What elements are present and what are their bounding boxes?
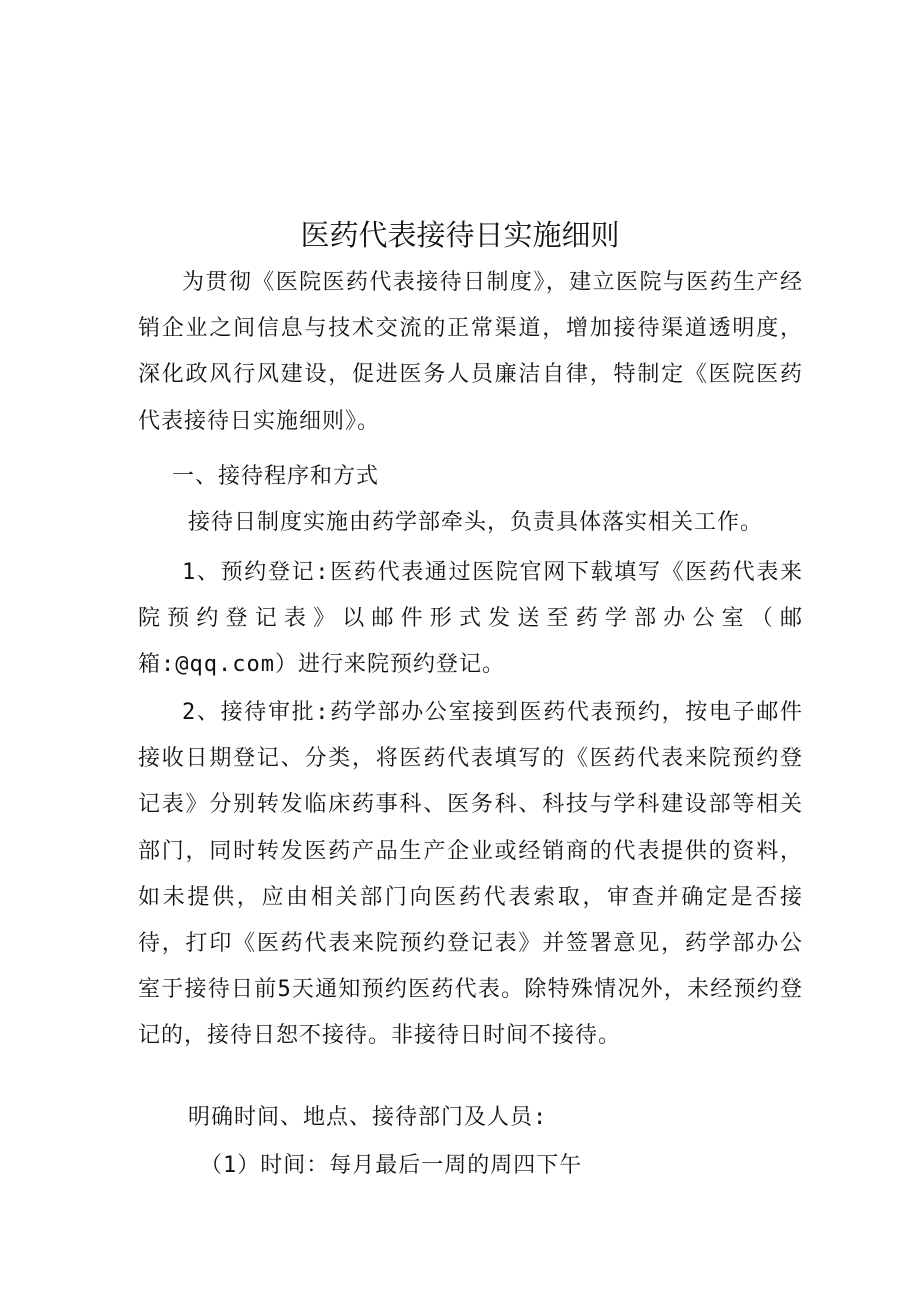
clarify-paragraph: 明确时间、地点、接待部门及人员:	[188, 1105, 548, 1130]
section-heading: 一、接待程序和方式	[172, 464, 380, 489]
intro-paragraph: 为贯彻《医院医药代表接待日制度》，建立医院与医药生产经销企业之间信息与技术交流的正常渠道，增加接待渠道透明度，深化政风行风建设，促进医务人员廉洁自律，特制定《医院医药代表接待日实施细则》。	[138, 270, 803, 434]
item-2-paragraph: 2、接待审批:药学部办公室接到医药代表预约，按电子邮件接收日期登记、分类，将医药代表填写的《医药代表来院预约登记表》分别转发临床药事科、医务科、科技与学科建设部等相关部门，同时转发医药产品生产企业或经销商的代表提供的资料，如未提供，应由相关部门向医药代表索取，审查并确定是否接待，打印《医药代表来院预约登记表》并签署意见，药学部办公室于接待日前5天通知预约医药代表。除特殊情况外，未经预约登记的，接待日恕不接待。非接待日时间不接待。	[138, 700, 803, 1049]
document-title: 医药代表接待日实施细则	[300, 218, 620, 252]
item-1-paragraph: 1、预约登记:医药代表通过医院官网下载填写《医药代表来院预约登记表》以邮件形式发送至药学部办公室（邮箱:@qq.com）进行来院预约登记。	[138, 560, 803, 678]
time-paragraph: （1）时间：每月最后一周的周四下午	[200, 1153, 583, 1178]
section-lead-paragraph: 接待日制度实施由药学部牵头，负责具体落实相关工作。	[188, 510, 764, 535]
